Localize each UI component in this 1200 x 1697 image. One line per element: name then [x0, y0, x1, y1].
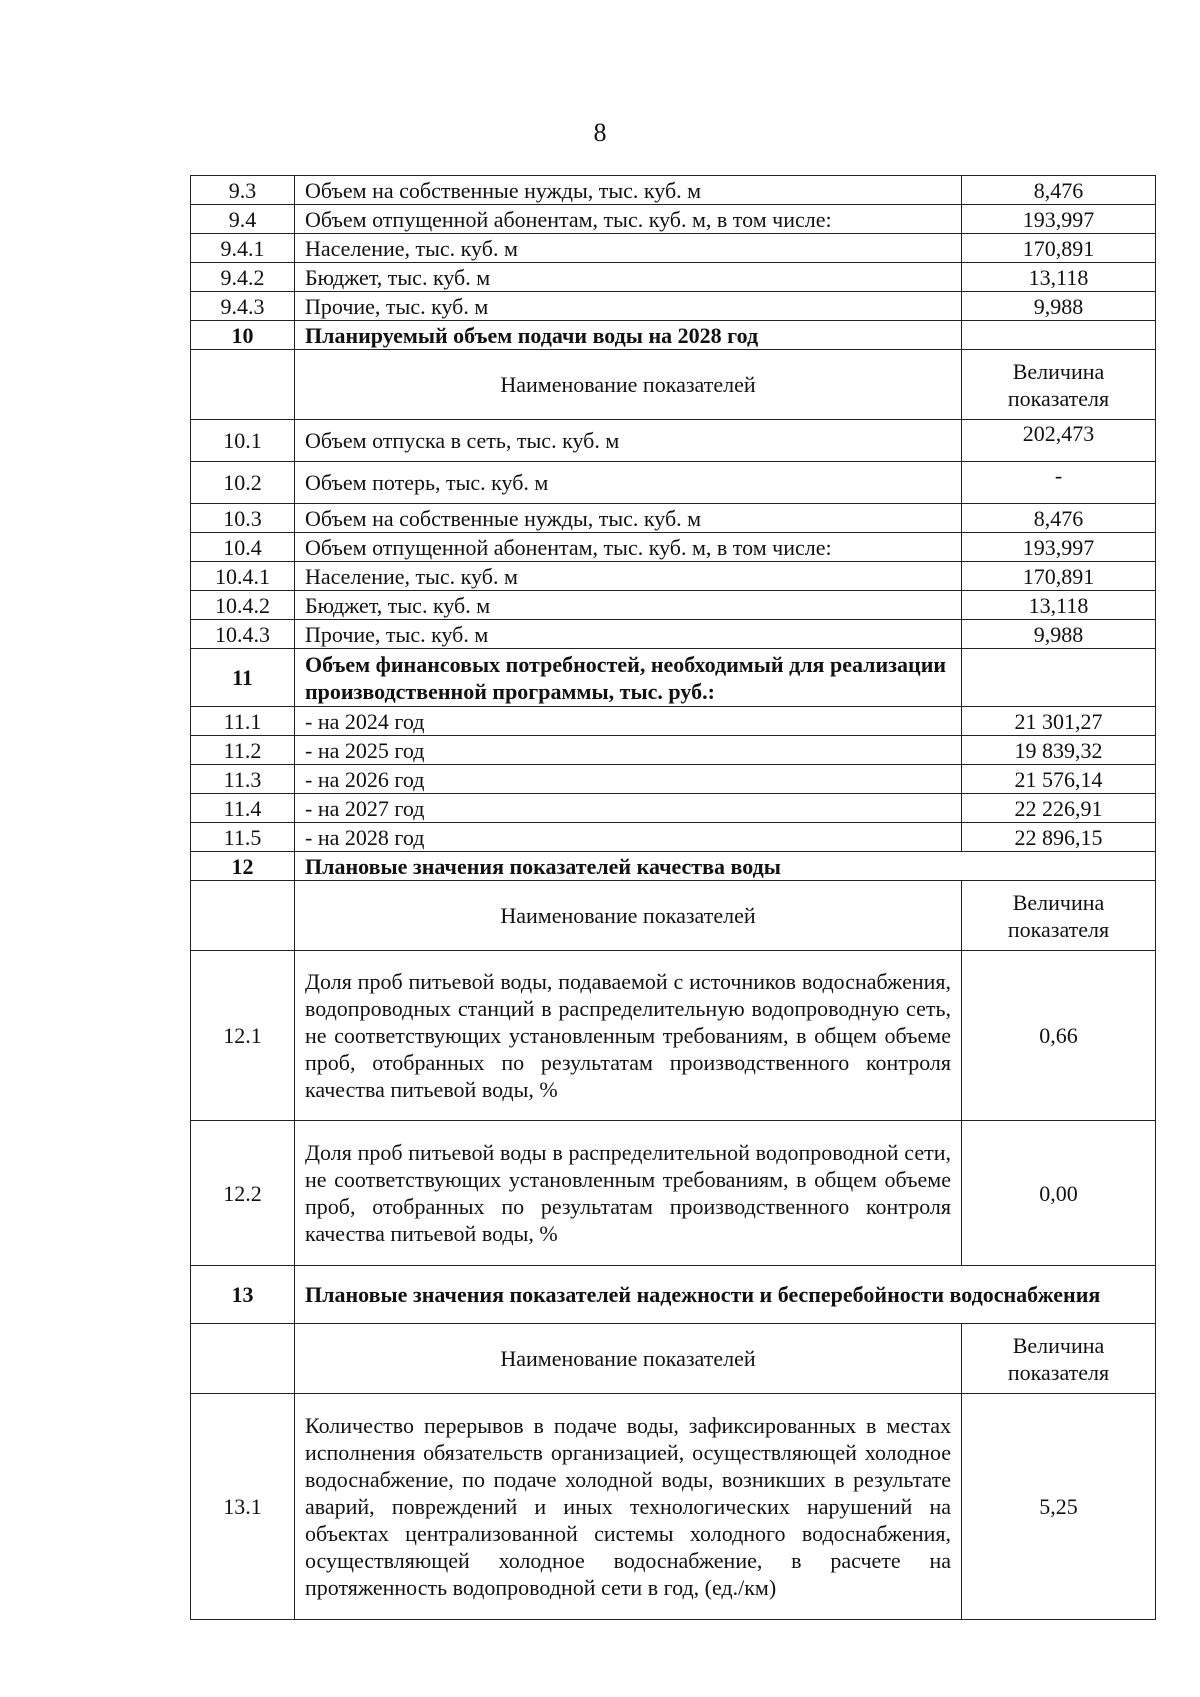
section-number: 10: [191, 321, 295, 350]
section-title: Объем финансовых потребностей, необходимый для реализации производственной программы, тыс. руб.:: [295, 649, 962, 707]
row-label: - на 2026 год: [295, 765, 962, 794]
row-number: 11.1: [191, 707, 295, 736]
table-row: [191, 562, 1156, 591]
row-number: 10.4: [191, 533, 295, 562]
row-number: 10.4.3: [191, 620, 295, 649]
table-row: [191, 823, 1156, 852]
column-header-row: [191, 1324, 1156, 1394]
row-number: 11.2: [191, 736, 295, 765]
row-value: 13,118: [962, 591, 1156, 620]
row-number: 9.3: [191, 176, 295, 205]
row-label: Население, тыс. куб. м: [295, 234, 962, 263]
table-row: [191, 591, 1156, 620]
empty-cell: [191, 881, 295, 951]
table-row: [191, 620, 1156, 649]
row-label: Бюджет, тыс. куб. м: [295, 591, 962, 620]
table-row: [191, 263, 1156, 292]
column-header-value: Величина показателя: [962, 1324, 1156, 1394]
section-title: Плановые значения показателей надежности и бесперебойности водоснабжения: [295, 1266, 1156, 1324]
row-number: 9.4: [191, 205, 295, 234]
column-header-row: [191, 881, 1156, 951]
column-header-name: Наименование показателей: [295, 881, 962, 951]
row-value: 9,988: [962, 620, 1156, 649]
row-number: 11.4: [191, 794, 295, 823]
row-value: 8,476: [962, 504, 1156, 533]
row-label: - на 2028 год: [295, 823, 962, 852]
section-heading-row: [191, 1266, 1156, 1324]
row-label: - на 2025 год: [295, 736, 962, 765]
row-value: 13,118: [962, 263, 1156, 292]
indicators-table: [190, 175, 1156, 1620]
row-value: 170,891: [962, 234, 1156, 263]
row-label: Объем на собственные нужды, тыс. куб. м: [295, 504, 962, 533]
row-number: 12.1: [191, 951, 295, 1121]
row-label: Доля проб питьевой воды, подаваемой с источников водоснабжения, водопроводных станций в распределительную водопроводную сеть, не соответствующих установленным требованиям, в общем объеме проб, отобранных по результатам производственного контроля качества питьевой воды, %: [295, 951, 962, 1121]
column-header-value: Величина показателя: [962, 881, 1156, 951]
table-row: [191, 176, 1156, 205]
row-value: 22 226,91: [962, 794, 1156, 823]
row-number: 9.4.3: [191, 292, 295, 321]
row-value: 21 576,14: [962, 765, 1156, 794]
row-number: 10.2: [191, 462, 295, 504]
row-label: Население, тыс. куб. м: [295, 562, 962, 591]
row-number: 10.4.2: [191, 591, 295, 620]
empty-cell: [962, 649, 1156, 707]
row-number: 12.2: [191, 1121, 295, 1266]
row-number: 11.3: [191, 765, 295, 794]
row-value: 0,66: [962, 951, 1156, 1121]
section-number: 13: [191, 1266, 295, 1324]
row-value: 22 896,15: [962, 823, 1156, 852]
row-value: 170,891: [962, 562, 1156, 591]
row-label: Объем отпуска в сеть, тыс. куб. м: [295, 420, 962, 462]
row-label: Объем отпущенной абонентам, тыс. куб. м, в том числе:: [295, 533, 962, 562]
page-number: 8: [593, 118, 607, 147]
table-row: [191, 234, 1156, 263]
empty-cell: [191, 1324, 295, 1394]
row-value: 5,25: [962, 1394, 1156, 1620]
column-header-row: [191, 350, 1156, 420]
row-number: 10.3: [191, 504, 295, 533]
row-label: Объем потерь, тыс. куб. м: [295, 462, 962, 504]
table-row: [191, 420, 1156, 462]
column-header-name: Наименование показателей: [295, 350, 962, 420]
section-heading-row: [191, 321, 1156, 350]
section-heading-row: [191, 852, 1156, 881]
table-row: [191, 1394, 1156, 1620]
section-number: 12: [191, 852, 295, 881]
row-label: - на 2024 год: [295, 707, 962, 736]
table-row: [191, 794, 1156, 823]
row-number: 9.4.2: [191, 263, 295, 292]
column-header-value: Величина показателя: [962, 350, 1156, 420]
row-value: 0,00: [962, 1121, 1156, 1266]
table-row: [191, 951, 1156, 1121]
section-title: Планируемый объем подачи воды на 2028 год: [295, 321, 962, 350]
row-number: 11.5: [191, 823, 295, 852]
table-row: [191, 462, 1156, 504]
row-label: Прочие, тыс. куб. м: [295, 292, 962, 321]
column-header-name: Наименование показателей: [295, 1324, 962, 1394]
row-number: 10.4.1: [191, 562, 295, 591]
section-title: Плановые значения показателей качества воды: [295, 852, 1156, 881]
row-label: - на 2027 год: [295, 794, 962, 823]
row-value: 193,997: [962, 533, 1156, 562]
row-value: 8,476: [962, 176, 1156, 205]
row-value: 193,997: [962, 205, 1156, 234]
row-label: Доля проб питьевой воды в распределительной водопроводной сети, не соответствующих установленным требованиям, в общем объеме проб, отобранных по результатам производственного контроля качества питьевой воды, %: [295, 1121, 962, 1266]
row-number: 13.1: [191, 1394, 295, 1620]
empty-cell: [191, 350, 295, 420]
table-row: [191, 504, 1156, 533]
section-heading-row: [191, 649, 1156, 707]
empty-cell: [962, 321, 1156, 350]
row-label: Объем отпущенной абонентам, тыс. куб. м, в том числе:: [295, 205, 962, 234]
table-row: [191, 1121, 1156, 1266]
table-row: [191, 533, 1156, 562]
row-value: 21 301,27: [962, 707, 1156, 736]
table-row: [191, 707, 1156, 736]
row-label: Объем на собственные нужды, тыс. куб. м: [295, 176, 962, 205]
table-row: [191, 736, 1156, 765]
section-number: 11: [191, 649, 295, 707]
table-row: [191, 292, 1156, 321]
table-row: [191, 765, 1156, 794]
table-row: [191, 205, 1156, 234]
row-value: 19 839,32: [962, 736, 1156, 765]
row-label: Количество перерывов в подаче воды, зафиксированных в местах исполнения обязательств организацией, осуществляющей холодное водоснабжение, по подаче холодной воды, возникших в результате аварий, повреждений и иных технологических нарушений на объектах централизованной системы холодного водоснабжения, осуществляющей холодное водоснабжение, в расчете на протяженность водопроводной сети в год, (ед./км): [295, 1394, 962, 1620]
row-value: -: [962, 462, 1156, 504]
row-number: 10.1: [191, 420, 295, 462]
row-number: 9.4.1: [191, 234, 295, 263]
row-label: Бюджет, тыс. куб. м: [295, 263, 962, 292]
row-value: 202,473: [962, 420, 1156, 462]
row-value: 9,988: [962, 292, 1156, 321]
row-label: Прочие, тыс. куб. м: [295, 620, 962, 649]
